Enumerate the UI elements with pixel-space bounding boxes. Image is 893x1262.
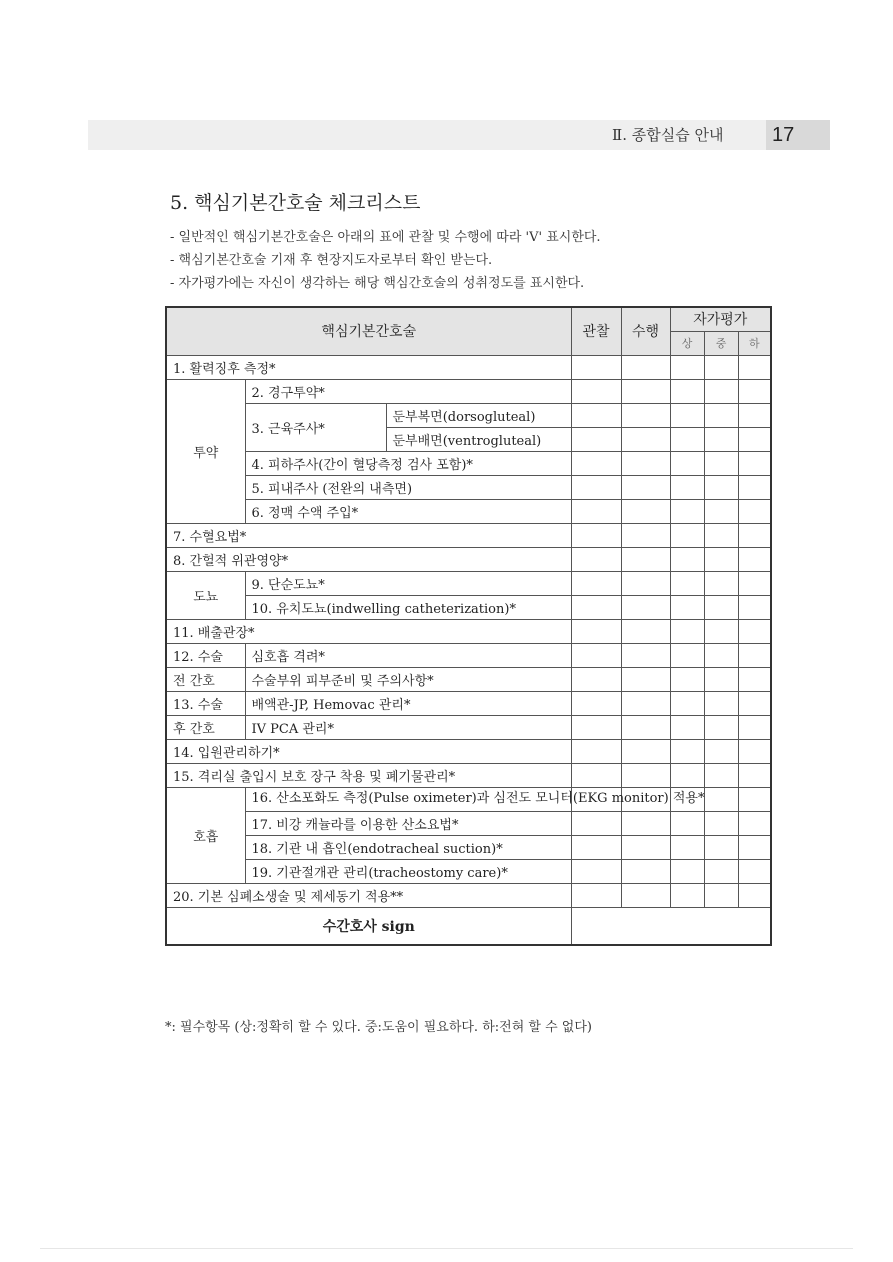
skill-label: 10. 유치도뇨(indwelling catheterization)*: [245, 595, 571, 619]
head-nurse-sign-field[interactable]: [571, 907, 771, 945]
perform-cell[interactable]: [621, 571, 670, 595]
skill-label: 20. 기본 심폐소생술 및 제세동기 적용**: [166, 883, 571, 907]
eval-mid-cell[interactable]: [704, 811, 738, 835]
table-row: [166, 835, 771, 859]
header-mid: 중: [704, 331, 738, 355]
eval-mid-cell[interactable]: [704, 379, 738, 403]
eval-high-cell[interactable]: [670, 739, 704, 763]
table-row: [166, 451, 771, 475]
observe-cell[interactable]: [571, 691, 621, 715]
perform-cell[interactable]: [621, 859, 670, 883]
header-skill: 핵심기본간호술: [166, 307, 571, 355]
header-high: 상: [670, 331, 704, 355]
eval-mid-cell[interactable]: [704, 355, 738, 379]
table-row: [166, 811, 771, 835]
table-row: [166, 571, 771, 595]
table-row: [166, 355, 771, 379]
eval-mid-cell[interactable]: [704, 499, 738, 523]
skill-label: 14. 입원관리하기*: [166, 739, 571, 763]
eval-high-cell[interactable]: [670, 547, 704, 571]
eval-mid-cell[interactable]: [704, 643, 738, 667]
eval-mid-cell[interactable]: [704, 571, 738, 595]
eval-low-cell[interactable]: [738, 667, 771, 691]
eval-high-cell[interactable]: [670, 451, 704, 475]
eval-high-cell[interactable]: [670, 595, 704, 619]
eval-mid-cell[interactable]: [704, 691, 738, 715]
eval-mid-cell[interactable]: [704, 763, 738, 787]
eval-high-cell[interactable]: [670, 715, 704, 739]
eval-low-cell[interactable]: [738, 379, 771, 403]
eval-mid-cell[interactable]: [704, 715, 738, 739]
skill-checklist-table: [165, 306, 772, 946]
eval-high-cell[interactable]: [670, 763, 704, 787]
eval-high-cell[interactable]: [670, 691, 704, 715]
perform-cell[interactable]: [621, 643, 670, 667]
eval-high-cell[interactable]: [670, 427, 704, 451]
table-row: [166, 691, 771, 715]
table-row: [166, 475, 771, 499]
eval-mid-cell[interactable]: [704, 427, 738, 451]
eval-mid-cell[interactable]: [704, 667, 738, 691]
perform-cell[interactable]: [621, 619, 670, 643]
eval-high-cell[interactable]: [670, 379, 704, 403]
perform-cell[interactable]: [621, 547, 670, 571]
table-row: [166, 379, 771, 403]
skill-label: 3. 근육주사*: [245, 403, 386, 451]
perform-cell[interactable]: [621, 691, 670, 715]
perform-cell[interactable]: [621, 739, 670, 763]
table-row: [166, 523, 771, 547]
head-nurse-sign-label: 수간호사 sign: [166, 907, 571, 945]
header-observe: 관찰: [571, 307, 621, 355]
eval-high-cell[interactable]: [670, 643, 704, 667]
table-row: [166, 787, 771, 811]
group-label: 후 간호: [166, 715, 245, 739]
running-header: Ⅱ. 종합실습 안내: [612, 126, 724, 144]
instructions: [170, 226, 601, 295]
eval-high-cell[interactable]: [670, 571, 704, 595]
skill-label: 수술부위 피부준비 및 주의사항*: [245, 667, 571, 691]
skill-sublabel: 둔부복면(dorsogluteal): [386, 403, 571, 427]
eval-low-cell[interactable]: [738, 499, 771, 523]
group-label: 호흡: [166, 787, 245, 883]
skill-label: 배액관-JP, Hemovac 관리*: [245, 691, 571, 715]
perform-cell[interactable]: [621, 451, 670, 475]
observe-cell[interactable]: [571, 451, 621, 475]
eval-high-cell[interactable]: [670, 475, 704, 499]
eval-mid-cell[interactable]: [704, 859, 738, 883]
sign-row: [166, 907, 771, 945]
eval-low-cell[interactable]: [738, 427, 771, 451]
skill-label: IV PCA 관리*: [245, 715, 571, 739]
skill-label: 6. 정맥 수액 주입*: [245, 499, 571, 523]
eval-low-cell[interactable]: [738, 355, 771, 379]
eval-mid-cell[interactable]: [704, 883, 738, 907]
eval-high-cell[interactable]: [670, 667, 704, 691]
observe-cell[interactable]: [571, 571, 621, 595]
perform-cell[interactable]: [621, 835, 670, 859]
eval-mid-cell[interactable]: [704, 403, 738, 427]
table-row: [166, 739, 771, 763]
eval-high-cell[interactable]: [670, 523, 704, 547]
perform-cell[interactable]: [621, 475, 670, 499]
table-row: [166, 547, 771, 571]
skill-label: 2. 경구투약*: [245, 379, 571, 403]
perform-cell[interactable]: [621, 595, 670, 619]
perform-cell[interactable]: [621, 523, 670, 547]
skill-label: 11. 배출관장*: [166, 619, 571, 643]
observe-cell[interactable]: [571, 715, 621, 739]
observe-cell[interactable]: [571, 643, 621, 667]
skill-label: 7. 수혈요법*: [166, 523, 571, 547]
eval-low-cell[interactable]: [738, 739, 771, 763]
observe-cell[interactable]: [571, 859, 621, 883]
skill-label: 심호흡 격려*: [245, 643, 571, 667]
eval-low-cell[interactable]: [738, 619, 771, 643]
skill-label: 18. 기관 내 흡인(endotracheal suction)*: [245, 835, 571, 859]
observe-cell[interactable]: [571, 475, 621, 499]
table-row: [166, 619, 771, 643]
eval-low-cell[interactable]: [738, 403, 771, 427]
observe-cell[interactable]: [571, 763, 621, 787]
eval-high-cell[interactable]: [670, 619, 704, 643]
observe-cell[interactable]: [571, 883, 621, 907]
group-label: 전 간호: [166, 667, 245, 691]
eval-low-cell[interactable]: [738, 859, 771, 883]
skill-label: 19. 기관절개관 관리(tracheostomy care)*: [245, 859, 571, 883]
eval-low-cell[interactable]: [738, 643, 771, 667]
eval-mid-cell[interactable]: [704, 451, 738, 475]
instruction-line: - 자가평가에는 자신이 생각하는 해당 핵심간호술의 성취정도를 표시한다.: [170, 276, 585, 291]
page-number: 17: [766, 120, 830, 150]
eval-low-cell[interactable]: [738, 787, 771, 811]
eval-mid-cell[interactable]: [704, 595, 738, 619]
header-self-eval: 자가평가: [670, 307, 771, 331]
header-low: 하: [738, 331, 771, 355]
observe-cell[interactable]: [571, 811, 621, 835]
observe-cell[interactable]: [571, 547, 621, 571]
skill-label: 5. 피내주사 (전완의 내측면): [245, 475, 571, 499]
eval-high-cell[interactable]: [670, 403, 704, 427]
eval-low-cell[interactable]: [738, 547, 771, 571]
table-row: [166, 763, 771, 787]
skill-label: 17. 비강 캐뉼라를 이용한 산소요법*: [245, 811, 571, 835]
perform-cell[interactable]: [621, 355, 670, 379]
footnote: *: 필수항목 (상:정확히 할 수 있다. 중:도움이 필요하다. 하:전혀 할 수 없다): [165, 1020, 592, 1035]
eval-low-cell[interactable]: [738, 571, 771, 595]
perform-cell[interactable]: [621, 667, 670, 691]
perform-cell[interactable]: [621, 403, 670, 427]
table-row: [166, 859, 771, 883]
observe-cell[interactable]: [571, 523, 621, 547]
table-row: [166, 403, 771, 427]
eval-high-cell[interactable]: [670, 811, 704, 835]
table-row: [166, 667, 771, 691]
eval-mid-cell[interactable]: [704, 619, 738, 643]
instruction-line: - 핵심기본간호술 기재 후 현장지도자로부터 확인 받는다.: [170, 253, 493, 268]
header-perform: 수행: [621, 307, 670, 355]
observe-cell[interactable]: [571, 835, 621, 859]
eval-mid-cell[interactable]: [704, 739, 738, 763]
eval-mid-cell[interactable]: [704, 547, 738, 571]
group-label: 12. 수술: [166, 643, 245, 667]
skill-label: 15. 격리실 출입시 보호 장구 착용 및 폐기물관리*: [166, 763, 571, 787]
eval-high-cell[interactable]: [670, 835, 704, 859]
eval-low-cell[interactable]: [738, 523, 771, 547]
table-row: [166, 715, 771, 739]
observe-cell[interactable]: [571, 595, 621, 619]
perform-cell[interactable]: [621, 883, 670, 907]
table-row: [166, 595, 771, 619]
skill-sublabel: 둔부배면(ventrogluteal): [386, 427, 571, 451]
perform-cell[interactable]: [621, 811, 670, 835]
skill-label: 1. 활력징후 측정*: [166, 355, 571, 379]
header-row: [166, 307, 771, 331]
eval-high-cell[interactable]: [670, 499, 704, 523]
eval-low-cell[interactable]: [738, 475, 771, 499]
group-label: 투약: [166, 379, 245, 523]
section-title: 5. 핵심기본간호술 체크리스트: [170, 192, 421, 214]
observe-cell[interactable]: [571, 619, 621, 643]
eval-low-cell[interactable]: [738, 595, 771, 619]
eval-low-cell[interactable]: [738, 451, 771, 475]
skill-label: 9. 단순도뇨*: [245, 571, 571, 595]
observe-cell[interactable]: [571, 403, 621, 427]
skill-label: 16. 산소포화도 측정(Pulse oximeter)과 심전도 모니터(EKG monitor) 적용*: [245, 787, 571, 811]
eval-low-cell[interactable]: [738, 883, 771, 907]
eval-low-cell[interactable]: [738, 691, 771, 715]
perform-cell[interactable]: [621, 379, 670, 403]
perform-cell[interactable]: [621, 763, 670, 787]
table-row: [166, 499, 771, 523]
eval-mid-cell[interactable]: [704, 475, 738, 499]
eval-low-cell[interactable]: [738, 835, 771, 859]
observe-cell[interactable]: [571, 667, 621, 691]
eval-low-cell[interactable]: [738, 763, 771, 787]
observe-cell[interactable]: [571, 355, 621, 379]
eval-mid-cell[interactable]: [704, 835, 738, 859]
group-label: 13. 수술: [166, 691, 245, 715]
table-row: [166, 883, 771, 907]
eval-mid-cell[interactable]: [704, 787, 738, 811]
perform-cell[interactable]: [621, 427, 670, 451]
eval-mid-cell[interactable]: [704, 523, 738, 547]
eval-high-cell[interactable]: [670, 859, 704, 883]
perform-cell[interactable]: [621, 499, 670, 523]
group-label: 도뇨: [166, 571, 245, 619]
skill-label: 8. 간헐적 위관영양*: [166, 547, 571, 571]
observe-cell[interactable]: [571, 739, 621, 763]
eval-low-cell[interactable]: [738, 715, 771, 739]
skill-label: 4. 피하주사(간이 혈당측정 검사 포함)*: [245, 451, 571, 475]
eval-low-cell[interactable]: [738, 811, 771, 835]
table-row: [166, 643, 771, 667]
instruction-line: - 일반적인 핵심기본간호술은 아래의 표에 관찰 및 수행에 따라 'V' 표시한다.: [170, 230, 601, 245]
page-bottom-rule: [40, 1248, 853, 1249]
eval-high-cell[interactable]: [670, 883, 704, 907]
observe-cell[interactable]: [571, 427, 621, 451]
perform-cell[interactable]: [621, 715, 670, 739]
observe-cell[interactable]: [571, 379, 621, 403]
eval-high-cell[interactable]: [670, 355, 704, 379]
observe-cell[interactable]: [571, 499, 621, 523]
